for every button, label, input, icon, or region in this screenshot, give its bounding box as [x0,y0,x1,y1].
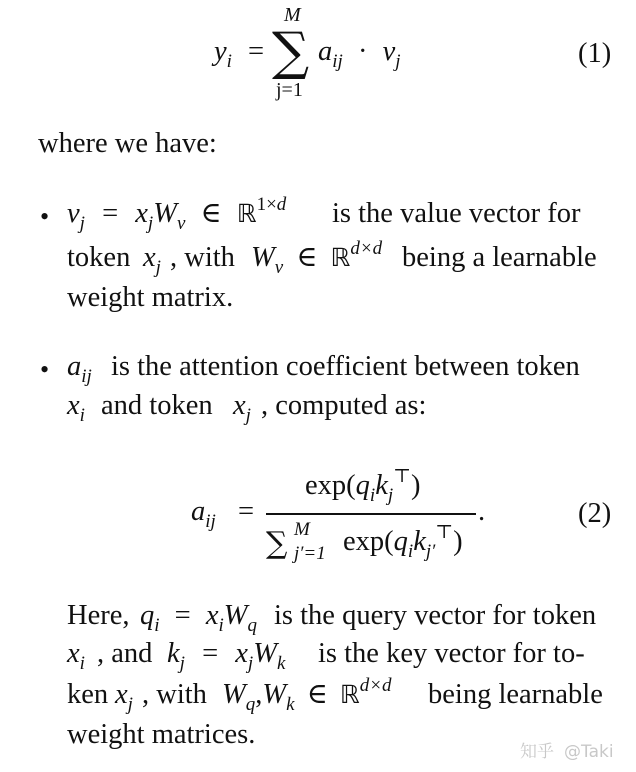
eq2-fraction-bar [266,513,476,515]
para-line2-math-b: $k_j = x_jW_k$ [167,638,286,674]
bullet2-line2-math-b: $x_j$ [233,390,251,426]
watermark-handle: @Taki [564,742,614,762]
bullet2-line2-math-a: $x_i$ [67,390,85,426]
para-line3-text-a: ken [67,679,109,710]
eq2-equals: = [238,496,255,527]
para-line1-text-b: is the query vector for token [274,600,597,631]
bullet2-line1-math: $a_{ij}$ [67,351,92,387]
bullet1-line2-text-b: , with [170,242,235,273]
eq2-sum-upper: M [294,519,310,540]
para-line3-math-b: $W_q,W_k$ ∈ ℝ$^{d\times d}$ [222,675,392,715]
bullet1-line1-math: $v_j = x_jW_v$ ∈ ℝ$^{1\times d}$ [67,194,287,234]
para-line1-text-a: Here, [67,600,130,631]
eq2-sum-sign: ∑ [266,526,288,561]
eq1-sum-lower: j=1 [276,79,303,101]
eq2-numerator: $\exp(q_ik_j^⊤)$ [305,466,421,506]
eq1-sum-sign: ∑ [272,22,310,82]
intro-text: where we have: [38,128,217,159]
eq1-equals: = [248,36,265,67]
bullet2-line1-text: is the attention coefficient between token [111,351,580,382]
eq1-sum-upper: M [284,4,301,26]
eq2-num-fn: exp [305,470,347,501]
para-line2-text-b: is the key vector for to- [318,638,585,669]
bullet-marker: • [40,355,50,384]
bullet-marker: • [40,202,50,231]
para-line3-text-b: , with [142,679,207,710]
bullet2-line2-text-b: , computed as: [261,390,427,421]
eq1-rhs: $a_{ij} \cdot v_j$ [318,36,401,72]
para-line1-math: $q_i = x_iW_q$ [140,600,258,636]
eq1-number: (1) [578,38,612,69]
para-line3-math-a: $x_j$ [115,679,133,715]
eq1-lhs: $y_i$ [214,36,232,72]
watermark-site: 知乎 [520,742,554,762]
watermark [520,737,614,762]
para-line4-text: weight matrices. [67,719,256,750]
bullet1-line3-text: weight matrix. [67,282,234,313]
bullet1-line2-text-c: being a learnable [402,242,597,273]
bullet1-line2-math-b: $W_v$ ∈ ℝ$^{d\times d}$ [251,238,383,278]
eq2-period: . [478,496,486,527]
eq2-number: (2) [578,498,612,529]
eq2-denominator: $\exp(q_ik_{j'}^⊤)$ [343,522,463,562]
para-line2-math-a: $x_i$ [67,638,85,674]
eq2-den-fn: exp [343,526,385,557]
eq2-sum-lower: j′=1 [294,543,326,564]
bullet1-line1-text: is the value vector for [332,198,581,229]
para-line3-text-c: being learnable [428,679,603,710]
para-line2-text-a: , and [97,638,153,669]
eq2-lhs: $a_{ij}$ [191,496,216,532]
bullet1-line2-text-a: token [67,242,131,273]
bullet2-line2-text-a: and token [101,390,213,421]
bullet1-line2-math-a: $x_j$ [143,242,161,278]
